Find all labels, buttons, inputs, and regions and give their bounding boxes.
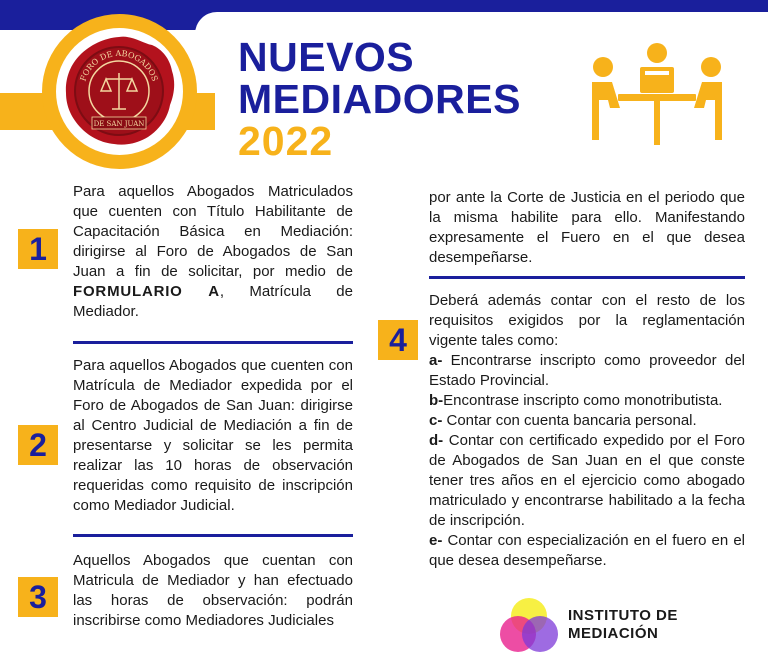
header-curve	[195, 12, 768, 34]
requirement-e	[429, 531, 745, 571]
step-4-intro: Deberá además contar con el resto de los requisitos exigidos por la reglamentación vigente tales como:	[429, 292, 745, 349]
requirement-b	[429, 391, 745, 411]
requirement-c-letter: c-	[429, 412, 443, 429]
requirement-a	[429, 351, 745, 391]
step-number-3: 3	[18, 577, 58, 617]
foro-abogados-seal	[62, 33, 177, 148]
seal-text-top: FORO DE ABOGADOS	[78, 48, 160, 83]
divider-2	[73, 534, 353, 537]
requirement-b-text: Encontrase inscripto como monotributista.	[443, 392, 723, 409]
requirement-d	[429, 431, 745, 531]
title-line-1: NUEVOS	[238, 34, 415, 80]
requirement-d-text: Contar con certificado expedido por el Foro de Abogados de San Juan en el que conste tener tres años en el ejercicio como abogado matriculado y encontrarse habilitado a la fecha de inscripción.	[429, 432, 745, 529]
divider-1	[73, 341, 353, 344]
requirement-e-letter: e-	[429, 532, 443, 549]
requirement-a-text: Encontrarse inscripto como proveedor del Estado Provincial.	[429, 352, 745, 389]
step-number-1: 1	[18, 229, 58, 269]
overlapping-circles-logo-icon	[498, 596, 560, 656]
institute-name	[568, 607, 678, 643]
requirement-d-letter: d-	[429, 432, 444, 449]
step-4-text	[429, 291, 745, 593]
requirement-e-text: Contar con especialización en el fuero en el que desea desempeñarse.	[429, 532, 745, 569]
step-3-text: Aquellos Abogados que cuentan con Matricula de Mediador y han efectuado las horas de observación: podrán inscribirse como Mediadores Judiciales	[73, 552, 353, 629]
step-3-continuation: por ante la Corte de Justicia en el periodo que la misma habilite para ello. Manifestando expresamente el Fuero en el que desea desempeñarse.	[429, 189, 745, 266]
seal-text-bottom: DE SAN JUAN	[93, 120, 145, 128]
step-1-text	[73, 182, 353, 334]
meeting-people-icon	[588, 40, 726, 148]
title-line-2: MEDIADORES	[238, 76, 521, 122]
requirement-c-text: Contar con cuenta bancaria personal.	[442, 412, 697, 429]
divider-3	[429, 276, 745, 279]
page-title	[238, 36, 521, 162]
step-1-text-after: , Matrícula de Mediador.	[73, 283, 353, 320]
requirement-b-letter: b-	[429, 392, 444, 409]
requirement-c	[429, 411, 745, 431]
step-2-text: Para aquellos Abogados que cuenten con Matrícula de Mediador expedida por el Foro de Abogados de San Juan: dirigirse al Centro Judicial de Mediación a fin de presentarse y solicitar se les permita realizar las 10 horas de observación requeridas como requisito de inscripción como Mediador Judicial.	[73, 357, 353, 514]
step-number-2: 2	[18, 425, 58, 465]
institute-line-1: INSTITUTO DE	[568, 607, 678, 624]
title-year: 2022	[238, 118, 334, 164]
requirement-a-letter: a-	[429, 352, 443, 369]
institute-line-2: MEDIACIÓN	[568, 625, 659, 642]
step-number-4: 4	[378, 320, 418, 360]
step-1-text-before: Para aquellos Abogados Matriculados que cuenten con Título Habilitante de Capacitación Básica en Mediación: dirigirse al Foro de Abogados de San Juan a fin de solicitar, por medio de	[73, 183, 353, 280]
formulario-a-label: FORMULARIO A	[73, 283, 220, 300]
